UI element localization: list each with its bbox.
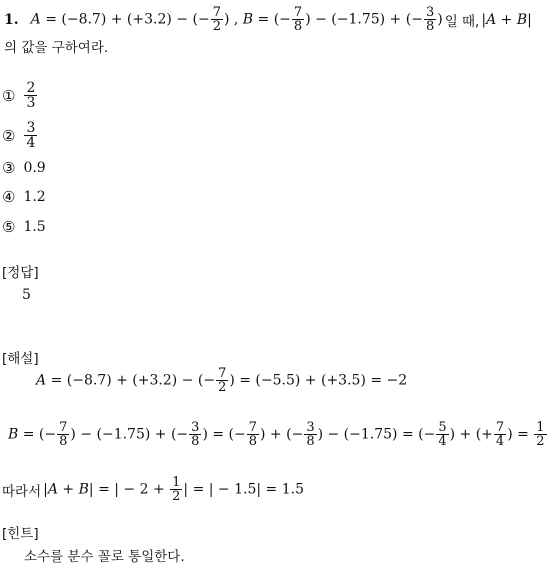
problem-connector-text: 일 때, bbox=[444, 13, 480, 30]
choice-2-fraction bbox=[24, 121, 37, 150]
choice-3-value: 0.9 bbox=[23, 160, 46, 176]
expr-abs-A-plus-B: |A + B| bbox=[481, 11, 532, 28]
explanation-B-calc: B = (− $\frac{7}{8}$ ) − (−1.75) + (− $\frac{3}{8}$ ) = (− $\frac{7}{8}$ ) + (− $\frac{3}{8}$ ) − (−1.75) = (− $\frac{5}{4}$ ) + (+ $\frac{7}{4}$ ) = $\frac{1}{2}$ bbox=[8, 420, 545, 449]
choice-1 bbox=[2, 81, 38, 110]
choice-5 bbox=[2, 218, 46, 236]
choice-5-value: 1.5 bbox=[23, 219, 46, 235]
expr-A-def: A = (−8.7) + (+3.2) − (− $\frac{7}{2}$ ) , B = (− $\frac{7}{8}$ ) − (−1.75) + (− $\frac{3}{8}$ ) bbox=[30, 5, 443, 34]
choice-mark-3: ③ bbox=[2, 159, 16, 177]
hint-heading: [힌트] bbox=[2, 526, 39, 542]
choice-mark-4: ④ bbox=[2, 188, 16, 206]
choice-2-denominator: 4 bbox=[26, 135, 36, 151]
choice-mark-5: ⑤ bbox=[2, 218, 16, 236]
result-expression: |A + B| = | − 2 + $\frac{1}{2}$ | = | − 1.5| = 1.5 bbox=[43, 475, 304, 504]
choice-1-denominator: 3 bbox=[26, 95, 36, 111]
explanation-heading: [해설] bbox=[2, 351, 39, 367]
explanation-result bbox=[2, 476, 304, 503]
choice-mark-2: ② bbox=[2, 126, 16, 145]
answer-heading: [정답] bbox=[2, 265, 39, 281]
choice-3 bbox=[2, 159, 46, 177]
choice-1-fraction bbox=[24, 81, 37, 110]
choice-4 bbox=[2, 188, 46, 206]
problem-statement-line2: 의 값을 구하여라. bbox=[4, 40, 109, 56]
choice-2-numerator: 3 bbox=[26, 120, 36, 136]
choice-4-value: 1.2 bbox=[23, 189, 46, 205]
choice-mark-1: ① bbox=[2, 86, 16, 105]
problem-statement-line1 bbox=[4, 6, 532, 33]
result-prefix: 따라서 bbox=[2, 483, 42, 500]
choice-2 bbox=[2, 121, 38, 150]
answer-value: 5 bbox=[22, 287, 31, 303]
hint-text: 소수를 분수 꼴로 통일한다. bbox=[24, 549, 185, 565]
choice-1-numerator: 2 bbox=[26, 80, 36, 96]
problem-number: 1. bbox=[4, 11, 19, 28]
explanation-A-calc: A = (−8.7) + (+3.2) − (− $\frac{7}{2}$ ) = (−5.5) + (+3.5) = −2 bbox=[36, 366, 408, 395]
